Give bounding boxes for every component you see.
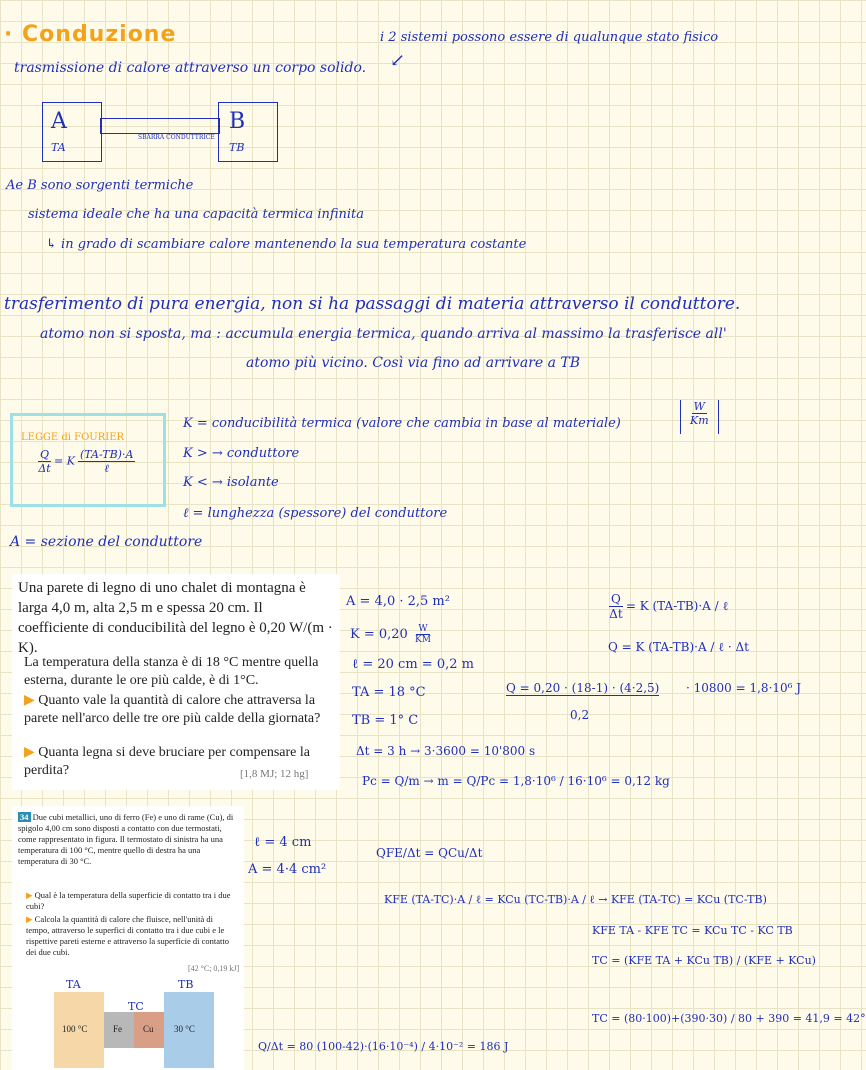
ex1-eq1: $\frac{Q}{\Delta t}$ = K (TA-TB)·A / ℓ [609, 592, 729, 621]
ex1-k-text: K = 0,20 [350, 627, 408, 642]
ex1-calc-tail: · 10800 = 1,8·10⁶ J [686, 681, 802, 695]
fig-tc: TC [128, 1000, 144, 1013]
ex1-ta: TA = 18 °C [352, 685, 426, 700]
fourier-rhs-num: (TA-TB)·A [79, 448, 134, 461]
ex2-text-body: Due cubi metallici, uno di ferro (Fe) e uno di rame (Cu), di spigolo 4,00 cm sono disposti a contatto con due termostati, come rappresentato in figura. Il termostato di sinistra ha una temperatura di 100 °C, mentre quello di destra ha una temperatura di 30 °C. [18, 812, 234, 866]
label-cu: Cu [143, 1024, 154, 1034]
ex2-q1-text: Qual è la temperatura della superficie di contatto tra i due cubi? [26, 890, 231, 911]
ex1-text-a: Una parete di legno di uno chalet di montagna è larga 4,0 m, alta 2,5 m e spessa 20 cm. Il coefficiente di conducibilità del legno è 0,20 W/(m · K). [18, 580, 333, 656]
fourier-rhs-den: ℓ [104, 462, 109, 475]
return-arrow-icon: ↳ [46, 237, 57, 252]
ex1-area: A = 4,0 · 2,5 m² [346, 594, 450, 609]
ex1-eq1-text: = K (TA-TB)·A / ℓ [625, 599, 729, 613]
fourier-lhs-num: Q [40, 448, 50, 461]
arrow-icon: ↙ [390, 50, 406, 71]
sources-line-3 [46, 237, 526, 252]
transfer-line-1: trasferimento di pura energia, non si ha passaggi di materia attraverso il conduttore. [4, 294, 741, 314]
ex2-tc-formula: TC = (KFE TA + KCu TB) / (KFE + KCu) [592, 954, 816, 967]
label-a: A [51, 109, 67, 134]
fig-tb: TB [178, 978, 194, 991]
fourier-formula [35, 448, 138, 475]
label-b: B [229, 109, 246, 134]
ex1-tb: TB = 1° C [352, 713, 419, 728]
unit-den: Km [690, 414, 709, 427]
def-insulator: K < → isolante [183, 475, 279, 490]
temp-right: 30 °C [174, 1024, 195, 1034]
fourier-k: = K [54, 454, 75, 468]
conductor-bar [100, 118, 220, 134]
ex1-dt: Δt = 3 h → 3·3600 = 10'800 s [356, 744, 536, 758]
unit-bracket [680, 400, 719, 434]
ex1-eq2: Q = K (TA-TB)·A / ℓ · Δt [608, 640, 749, 654]
bullet-icon: ▶ [24, 693, 35, 708]
label-fe: Fe [113, 1024, 122, 1034]
transfer-line-2: atomo non si sposta, ma : accumula energia termica, quando arriva al massimo la trasferisce all' [40, 326, 727, 342]
sources-line-2: sistema ideale che ha una capacità termica infinita [28, 207, 365, 222]
fig-ta: TA [66, 978, 81, 991]
exercise-2-card [12, 806, 244, 1070]
ex2-expand: KFE TA - KFE TC = KCu TC - KC TB [592, 924, 793, 937]
label-ta: TA [51, 141, 66, 154]
fourier-lhs-den: Δt [38, 462, 51, 475]
ex2-tc-value: TC = (80·100)+(390·30) / 80 + 390 = 41,9 = 42° [592, 1012, 866, 1025]
sources-line-3-text: in grado di scambiare calore mantenendo la sua temperatura costante [61, 237, 527, 252]
ex2-q2 [26, 914, 238, 958]
ex2-q1 [26, 890, 238, 912]
def-conductor: K > → conduttore [183, 446, 300, 461]
unit-num: W [693, 400, 705, 413]
ex2-text [18, 812, 238, 867]
page-title: · Conduzione [4, 22, 177, 47]
ex1-k [350, 624, 434, 645]
ex1-length: ℓ = 20 cm = 0,2 m [352, 657, 474, 672]
exercise-1-card [12, 574, 340, 790]
ex1-q1-text: Quanto vale la quantità di calore che attraversa la parete nell'arco delle tre ore più calde della giornata? [24, 693, 321, 726]
ex1-answer: [1,8 MJ; 12 hg] [240, 768, 309, 780]
ex1-mass: Pc = Q/m → m = Q/Pc = 1,8·10⁶ / 16·10⁶ = 0,12 kg [362, 774, 670, 788]
intro-line: trasmissione di calore attraverso un corpo solido. [14, 60, 367, 76]
ex2-length: ℓ = 4 cm [254, 835, 312, 850]
ex1-q2-text: Quanta legna si deve bruciare per compensare la perdita? [24, 745, 310, 778]
ex1-calc-num: Q = 0,20 · (18-1) · (4·2,5) [506, 681, 660, 695]
ex2-balance: KFE (TA-TC)·A / ℓ = KCu (TC-TB)·A / ℓ → KFE (TA-TC) = KCu (TC-TB) [384, 893, 767, 906]
transfer-line-3: atomo più vicino. Così via fino ad arrivare a TB [246, 355, 581, 371]
ex2-number: 34 [20, 812, 29, 822]
ex2-answer: [42 °C; 0,19 kJ] [188, 964, 240, 973]
def-k: K = conducibilità termica (valore che cambia in base al materiale) [183, 416, 621, 431]
bullet-icon: ▶ [24, 745, 35, 760]
note-top: i 2 sistemi possono essere di qualunque stato fisico [380, 30, 719, 45]
ex1-text-b: La temperatura della stanza è di 18 °C mentre quella esterna, durante le ore più calde, è di 1°C. [24, 655, 319, 688]
ex1-q1 [24, 692, 324, 728]
ex2-q-final: Q/Δt = 80 (100-42)·(16·10⁻⁴) / 4·10⁻² = 186 J [258, 1040, 509, 1053]
fourier-label: LEGGE di FOURIER [21, 432, 125, 443]
source-b [218, 102, 278, 162]
sources-line-1: Ae B sono sorgenti termiche [6, 178, 194, 193]
ex1-calc-den: 0,2 [570, 708, 590, 722]
temp-left: 100 °C [62, 1024, 88, 1034]
ex2-flux-eq: QFE/Δt = QCu/Δt [376, 846, 483, 860]
source-a [42, 102, 102, 162]
bullet-icon: ▶ [26, 890, 33, 900]
def-length: ℓ = lunghezza (spessore) del conduttore [183, 506, 448, 521]
ex2-area: A = 4·4 cm² [248, 862, 327, 877]
def-area: A = sezione del conduttore [10, 534, 203, 550]
ex1-k-unit-num: W [418, 624, 428, 634]
ex1-k-unit-den: KM [414, 635, 431, 645]
fourier-box [10, 413, 166, 507]
ex2-q2-text: Calcola la quantità di calore che fluisce, nell'unità di tempo, attraverso le superfici di contatto tra i due cubi e le rispettive pareti esterne e attraverso la superficie di contatto dei due cubi. [26, 914, 229, 957]
label-tb: TB [229, 141, 245, 154]
bar-label: SBARRA CONDUTTRICE [138, 134, 215, 141]
bullet-icon: ▶ [26, 914, 33, 924]
